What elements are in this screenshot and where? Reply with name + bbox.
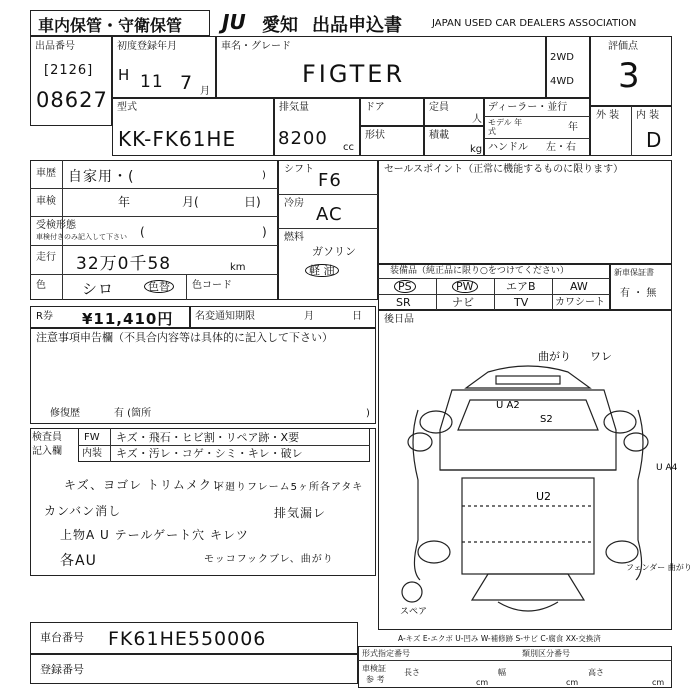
receipt-open: ( <box>140 225 145 239</box>
length-unit: cm <box>476 678 489 687</box>
chassis-number: FK61HE550006 <box>108 628 267 650</box>
length-label: 長さ <box>404 668 420 677</box>
lot-number: 08627 <box>36 88 108 112</box>
registration-number-label: 登録番号 <box>40 663 84 676</box>
ju-logo: JU <box>222 10 246 34</box>
handwritten-note-4: 各AU <box>60 553 97 569</box>
mileage-value: 32万0千58 <box>76 254 172 274</box>
registration-year: 11 <box>140 72 164 92</box>
storage-title: 車内保管・守衛保管 <box>38 16 183 35</box>
width-unit: cm <box>566 678 579 687</box>
equip-ps: PS <box>394 280 416 293</box>
org-name-english: JAPAN USED CAR DEALERS ASSOCIATION <box>432 18 637 29</box>
displacement-value: 8200 <box>278 128 328 149</box>
inspector-label-1: 検査員 <box>32 432 62 443</box>
recycle-value: ¥11,410円 <box>82 310 174 328</box>
history-close: ) <box>262 170 266 181</box>
history-label: 車歴 <box>36 168 56 179</box>
inspector-row1-head: FW <box>84 432 100 443</box>
height-label: 高さ <box>588 668 604 677</box>
model-year-label: モデル 年式 <box>488 118 523 136</box>
car-name-label: 車名・グレード <box>221 41 291 52</box>
fuel-diesel: 軽 油 <box>305 264 339 277</box>
form-number-label: 形式指定番号 <box>362 649 410 658</box>
diagram-note-crack: ワレ <box>590 350 612 363</box>
handle-value: 左・右 <box>546 142 576 153</box>
guarantee-label: 新車保証書 <box>614 268 654 277</box>
repair-close: ) <box>366 408 370 419</box>
transfer-day: 日 <box>352 311 362 322</box>
notes-label: 注意事項申告欄（不具合内容等は具体的に記入して下さい） <box>36 331 333 344</box>
seal-label: 車検証 <box>362 664 386 673</box>
diagram-note-spare: スペア <box>400 607 428 617</box>
handwritten-note-5: 下廻りフレーム5ヶ所各アタキ <box>214 482 364 493</box>
shift-value: F6 <box>318 170 342 191</box>
registration-era: H <box>118 66 131 84</box>
inspector-label-2: 記入欄 <box>32 446 62 457</box>
year-unit: 年 <box>568 122 578 133</box>
equip-pw: PW <box>452 280 478 293</box>
handwritten-note-3: 上物A U テールゲート穴 キレツ <box>60 528 249 542</box>
diagram-note-ua2: U A2 <box>496 400 520 411</box>
model-label: 型式 <box>117 102 137 113</box>
diagram-note-bent: 曲がり <box>538 350 571 363</box>
drive-4wd: 4WD <box>550 76 574 87</box>
color-code-label: 色コード <box>192 280 232 291</box>
receipt-close: ) <box>262 225 267 239</box>
damage-legend: A-キズ E-エクボ U-凹み W-補修跡 S-サビ C-腐食 XX-交換済 <box>398 634 601 643</box>
seats-unit: 人 <box>472 114 482 125</box>
lot-sub-number: [2126] <box>44 63 94 78</box>
history-value: 自家用・( <box>68 169 135 185</box>
repair-label: 修復歴 <box>50 408 80 419</box>
displacement-label: 排気量 <box>279 102 309 113</box>
handwritten-note-6: 排気漏レ <box>274 506 327 520</box>
interior-label: 内 装 <box>636 110 660 121</box>
sheet-title: 出品申込書 <box>312 15 402 36</box>
drive-box <box>546 36 590 98</box>
color-change: 色替 <box>144 280 174 293</box>
exterior-label: 外 装 <box>596 110 620 121</box>
equip-sr: SR <box>396 296 411 309</box>
drive-2wd: 2WD <box>550 52 574 63</box>
recycle-label: R券 <box>36 311 53 322</box>
mileage-unit: km <box>230 262 246 273</box>
mileage-label: 走行 <box>36 252 56 263</box>
aircon-value: AC <box>316 204 343 225</box>
diagram-note-ua4: U A4 <box>656 463 678 473</box>
inspection-label: 車検 <box>36 196 56 207</box>
after-delivery-label: 後日品 <box>384 314 414 325</box>
door-label: ドア <box>365 102 385 113</box>
sales-point-label: セールスポイント（正常に機能するものに限ります） <box>384 164 624 175</box>
equip-aw: AW <box>570 280 588 293</box>
score-label: 評価点 <box>608 41 638 52</box>
receipt-note: 車検付きのみ記入して下さい <box>36 233 127 241</box>
month-unit: 月 <box>200 86 210 97</box>
inspector-row1-items: キズ・飛石・ヒビ割・リペア跡・X要 <box>116 431 300 444</box>
model-value: KK-FK61HE <box>118 127 237 151</box>
repair-value: 有 (箇所 <box>114 408 152 419</box>
fuel-label: 燃料 <box>284 232 304 243</box>
color-value: シロ <box>82 280 115 298</box>
class-number-label: 類別区分番号 <box>522 649 570 658</box>
handwritten-note-1: キズ、ヨゴレ トリムメクレ <box>64 478 225 492</box>
equipment-label: 装備品（純正品に限り○をつけてください） <box>390 266 569 276</box>
diagram-note-s2: S2 <box>540 414 553 425</box>
equip-navi: ナビ <box>452 296 474 309</box>
equip-tv: TV <box>514 296 529 309</box>
guarantee-value: 有 ・ 無 <box>620 288 657 299</box>
org-name: 愛知 <box>262 15 298 36</box>
width-label: 幅 <box>498 668 506 677</box>
dealer-label: ディーラー・並行 <box>488 102 568 113</box>
fuel-gasoline: ガソリン <box>312 245 356 258</box>
color-label: 色 <box>36 280 46 291</box>
handwritten-note-2: カンバン消し <box>44 504 122 518</box>
vehicle-damage-diagram <box>378 330 692 630</box>
interior-grade: D <box>646 128 663 152</box>
seats-label: 定員 <box>429 102 449 113</box>
equip-leather-seat: カワシート <box>555 297 605 308</box>
registration-date-label: 初度登録年月 <box>117 41 177 52</box>
score-value: 3 <box>618 56 641 96</box>
registration-month: 7 <box>180 72 194 94</box>
ref-label: 参 考 <box>366 675 385 684</box>
inspector-row2-items: キズ・汚レ・コゲ・シミ・キレ・破レ <box>116 447 303 460</box>
car-name-value: FIGTER <box>302 60 406 88</box>
chassis-label: 車台番号 <box>40 631 84 644</box>
aircon-label: 冷房 <box>284 198 304 209</box>
height-unit: cm <box>652 678 665 687</box>
handwritten-note-7: モッコフックブレ、曲がり <box>204 554 334 565</box>
receipt-label: 受検形態 <box>36 220 76 231</box>
equip-airbag: エアB <box>506 280 536 293</box>
load-label: 積載 <box>429 130 449 141</box>
inspection-year-unit: 年 <box>118 195 131 209</box>
inspector-row2-head: 内装 <box>82 448 102 459</box>
diagram-note-u2: U2 <box>536 490 552 503</box>
transfer-label: 名変通知期限 <box>195 311 255 322</box>
displacement-unit: cc <box>343 142 354 153</box>
inspection-month-unit: 月( <box>182 195 199 209</box>
diagram-note-fender: フェンダー 曲がり <box>626 563 692 572</box>
sales-point-box <box>378 160 672 264</box>
shape-label: 形状 <box>365 130 385 141</box>
inspection-day-unit: 日) <box>244 195 261 209</box>
handle-label: ハンドル <box>488 142 528 153</box>
lot-number-label: 出品番号 <box>35 41 75 52</box>
load-unit: kg <box>470 144 483 155</box>
transfer-month: 月 <box>304 311 314 322</box>
shift-label: シフト <box>284 164 314 175</box>
